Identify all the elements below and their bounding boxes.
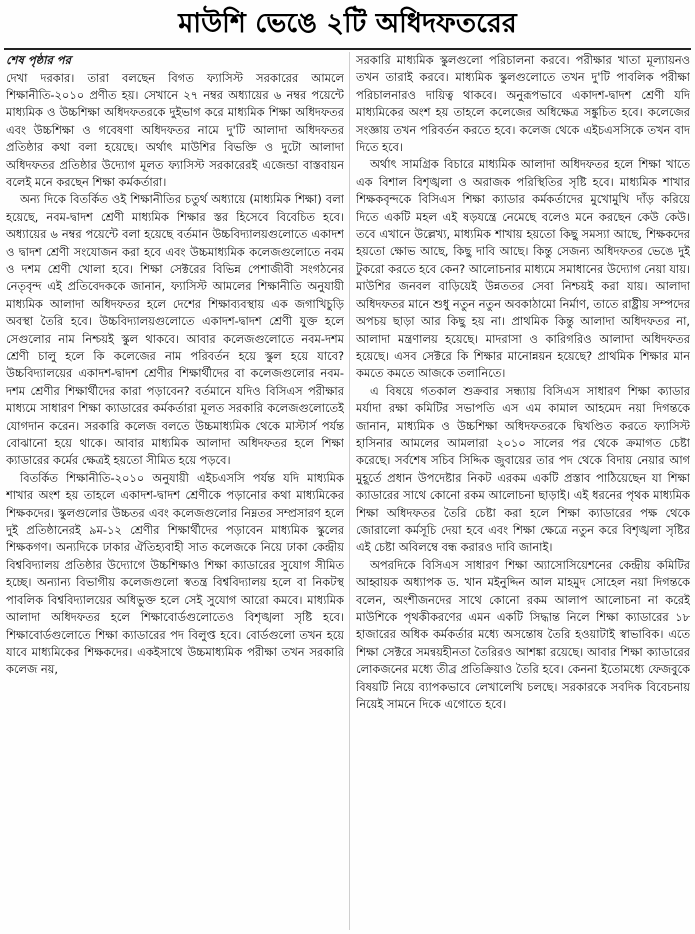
article-column-left (6, 52, 344, 930)
article-paragraph: বিতর্কিত শিক্ষানীতি-২০১০ অনুযায়ী এইচএসসি পর্যন্ত যদি মাধ্যমিক শাখার অংশ হয় তাহলে একাদশ-দ্বাদশ শ্রেণীকে পড়ানোর কথা মাধ্যমিকের শিক্ষকদের। স্কুলগুলোর উচ্চতর এবং কলেজগুলোর নিম্নতর সম্প্রসারণ হলে দুই প্রতিষ্ঠানেরই ৯ম-১২ শ্রেণীর শিক্ষার্থীদের পড়াবেন মাধ্যমিক স্কুলের শিক্ষকগণ। অন্যদিকে ঢাকার ঐতিহ্যবাহী সাত কলেজকে নিয়ে ঢাকা কেন্দ্রীয় বিশ্ববিদ্যালয় প্রতিষ্ঠার উদ্যোগে উচ্চশিক্ষাও শিক্ষা ক্যাডারের সুযোগ সীমিত হচ্ছে। অন্যান্য বিভাগীয় কলেজগুলো স্বতন্ত্র বিশ্ববিদ্যালয় হলে বা নিকটস্থ পাবলিক বিশ্ববিদ্যালয়ের অধিভুক্ত হলে সেই সুযোগ আরো কমবে। মাধ্যমিক আলাদা অধিদফতর হলে শিক্ষাবোর্ডগুলোতেও বিশৃঙ্খলা সৃষ্টি হবে। শিক্ষাবোর্ডগুলোতে শিক্ষা ক্যাডারের পদ বিলুপ্ত হবে। বোর্ডগুলো তখন হয়ে যাবে মাধ্যমিকের শিক্ষকদের। একইসাথে উচ্চমাধ্যমিক পরীক্ষা তখন সরকারি কলেজ নয়, (6, 470, 344, 677)
article-paragraph: অপরদিকে বিসিএস সাধারণ শিক্ষা অ্যাসোসিয়েশনের কেন্দ্রীয় কমিটির আহ্বায়ক অধ্যাপক ড. খান মইনুদ্দিন আল মাহমুদ সোহেল নয়া দিগন্তকে বলেন, অংশীজনদের সাথে কোনো রকম আলাপ আলোচনা না করেই মাউশিকে পৃথকীকরণের এমন একটি সিদ্ধান্ত নিলে শিক্ষা ক্যাডারের ১৮ হাজারের অধিক কর্মকর্তার মধ্যে অসন্তোষ তৈরি হওয়াটাই স্বাভাবিক। এতে শিক্ষা সেক্টরে সমন্বয়হীনতা তৈরিরও আশঙ্কা রয়েছে। আবার শিক্ষা ক্যাডারের লোকজনের মধ্যে তীব্র প্রতিক্রিয়াও তৈরি হবে। কেননা ইতোমধ্যে ফেজবুকে বিষয়টি নিয়ে ব্যাপকভাবে লেখালেখি চলছে। সরকারকে সবদিক বিবেচনায় নিয়েই সামনে দিকে এগোতে হবে। (356, 557, 690, 712)
continued-from-label: শেষ পৃষ্ঠার পর (6, 53, 71, 67)
article-paragraph: এ বিষয়ে গতকাল শুক্রবার সন্ধ্যায় বিসিএস সাধারণ শিক্ষা ক্যাডার মর্যাদা রক্ষা কমিটির সভাপতি এস এম কামাল আহমেদ নয়া দিগন্তকে জানান, মাধ্যমিক ও উচ্চশিক্ষা অধিদফতরকে দ্বিখণ্ডিত করতে ফ্যাসিস্ট হাসিনার আমলের আমলারা ২০১০ সালের পর থেকে ক্রমাগত চেষ্টা করেছে। সর্বশেষ সচিব সিদ্দিক জুবায়ের তার পদ থেকে বিদায় নেয়ার আগ মুহূর্তে প্রধান উপদেষ্টার নিকট এরকম একটি প্রস্তাব পাঠিয়েছেন যা শিক্ষা ক্যাডারের সাথে কোনো রকম আলোচনা ছাড়াই। এই ধরনের পৃথক মাধ্যমিক শিক্ষা অধিদফতর তৈরি চেষ্টা করা হলে শিক্ষা ক্যাডারের পক্ষ থেকে জোরালো কর্মসূচি দেয়া হবে এবং শিক্ষা ক্ষেত্রে নতুন করে বিশৃঙ্খলা সৃষ্টির এই চেষ্টা অবিলম্বে বন্ধ করারও দাবি জানাই। (356, 383, 690, 555)
headline-rule (4, 48, 691, 50)
article-paragraph: অর্থাৎ সামগ্রিক বিচারে মাধ্যমিক আলাদা অধিদফতর হলে শিক্ষা খাতে এক বিশাল বিশৃঙ্খলা ও অরাজক পরিস্থিতির সৃষ্টি হবে। মাধ্যমিক শাখার শিক্ষকবৃন্দকে বিসিএস শিক্ষা ক্যাডার কর্মকর্তাদের মুখোমুখি দাঁড় করিয়ে দিতে একটি মহল এই ষড়যন্ত্রে নেমেছে বলেও মনে করছেন কেউ কেউ। তবে এখানে উল্লেখ্য, মাধ্যমিক শাখায় হয়তো কিছু সমস্যা আছে, শিক্ষকদের হয়তো ক্ষোভ আছে, কিছু দাবি আছে। কিন্তু সেজন্য অধিদফতর ভেঙে দুই টুকরো করতে হবে কেন? আলোচনার মাধ্যমে সমাধানের উদ্যোগ নেয়া যায়। মাউশির জনবল বাড়িয়েই উন্নততর সেবা নিশ্চয়ই করা যায়। আলাদা অধিদফতর মানে শুধু নতুন নতুন অবকাঠামো নির্মাণ, তাতে রাষ্ট্রীয় সম্পদের অপচয় ছাড়া আর কিছু হয় না। প্রাথমিক কিন্তু আলাদা অধিদফতর না, আলাদা মন্ত্রণালয় হয়েছে। মাদরাসা ও কারিগরিও আলাদা অধিদফতর হয়েছে। এসব সেক্টরে কি শিক্ষার মানোন্নয়ন হয়েছে? প্রাথমিক শিক্ষার মান কমতে কমতে আজকে তলানিতে। (356, 157, 690, 381)
article-paragraph: দেখা দরকার। তারা বলছেন বিগত ফ্যাসিস্ট সরকারের আমলে শিক্ষানীতি-২০১০ প্রণীত হয়। সেখানে ২৭ নম্বর অধ্যায়ের ৬ নম্বর পয়েন্টে মাধ্যমিক ও উচ্চশিক্ষা অধিদফতরকে দুইভাগ করে মাধ্যমিক শিক্ষা অধিদফতর এবং উচ্চশিক্ষা ও গবেষণা অধিদফতর নামে দু'টি আলাদা অধিদফতর প্রতিষ্ঠার কথা বলা হয়েছে। অর্থাৎ মাউশির বিভক্তি ও দুটো আলাদা অধিদফতর প্রতিষ্ঠার উদ্যোগ মূলত ফ্যাসিস্ট সরকারেরই এজেন্ডা বাস্তবায়ন বলেই মনে করছেন শিক্ষা কর্মকর্তারা। (6, 70, 344, 189)
article-column-right (356, 52, 690, 930)
article-headline: মাউশি ভেঙে ২টি অধিদফতরের (178, 8, 517, 39)
article-paragraph: সরকারি মাধ্যমিক স্কুলগুলো পরিচালনা করবে। পরীক্ষার খাতা মূল্যায়নও তখন তারাই করবে। মাধ্যমিক স্কুলগুলোতে তখন দু'টি পাবলিক পরীক্ষা পরিচালনারও দায়িত্ব থাকবে। অনুরূপভাবে একাদশ-দ্বাদশ শ্রেণী যদি মাধ্যমিকের অংশ হয় তাহলে কলেজের অধিক্ষেত্র সঙ্কুচিত হবে। কলেজের সংজ্ঞায় তখন পরিবর্তন করতে হবে। কলেজ থেকে এইচএসসিকে তখন বাদ দিতে হবে। (356, 53, 690, 155)
article-paragraph: অন্য দিকে বিতর্কিত ওই শিক্ষানীতির চতুর্থ অধ্যায়ে (মাধ্যমিক শিক্ষা) বলা হয়েছে, নবম-দ্বাদশ শ্রেণী মাধ্যমিক শিক্ষার স্তর হিসেবে বিবেচিত হবে। অধ্যায়ের ৬ নম্বর পয়েন্টে বলা হয়েছে বর্তমান উচ্চবিদ্যালয়গুলোতে একাদশ ও দ্বাদশ শ্রেণী সংযোজন করা হবে এবং উচ্চমাধ্যমিক কলেজগুলোতে নবম ও দশম শ্রেণী খোলা হবে। শিক্ষা সেক্টরের বিভিন্ন পেশাজীবী সংগঠনের নেতৃবৃন্দ এই প্রতিবেদককে জানান, ফ্যাসিস্ট আমলের শিক্ষানীতি অনুযায়ী মাধ্যমিক আলাদা অধিদফতর হলে দেশের শিক্ষাব্যবস্থায় এক জগাখিচুড়ি অবস্থা তৈরি হবে। উচ্চবিদ্যালয়গুলোতে একাদশ-দ্বাদশ শ্রেণী যুক্ত হলে সেগুলোর নাম নিশ্চয়ই স্কুল থাকবে। আবার কলেজগুলোতে নবম-দশম শ্রেণী চালু হলে কি কলেজের নাম পরিবর্তন হয়ে স্কুল হয়ে যাবে? উচ্চবিদ্যালয়ের একাদশ-দ্বাদশ শ্রেণীর শিক্ষার্থীদের বা কলেজগুলোর নবম-দশম শ্রেণীর শিক্ষার্থীদের কারা পড়াবেন? বর্তমানে যদিও বিসিএস পরীক্ষার মাধ্যমে সাধারণ শিক্ষা ক্যাডারের কর্মকর্তারা মূলত সরকারি কলেজগুলোতেই যোগদান করেন। সরকারি কলেজ বলতে উচ্চমাধ্যমিক থেকে মাস্টার্স পর্যন্ত বোঝানো হয়ে থাকে। আবার মাধ্যমিক আলাদা অধিদফতর হলে শিক্ষা ক্যাডারের কর্মের ক্ষেত্রই হয়তো সীমিত হয়ে পড়বে। (6, 192, 344, 468)
column-divider (349, 52, 350, 930)
